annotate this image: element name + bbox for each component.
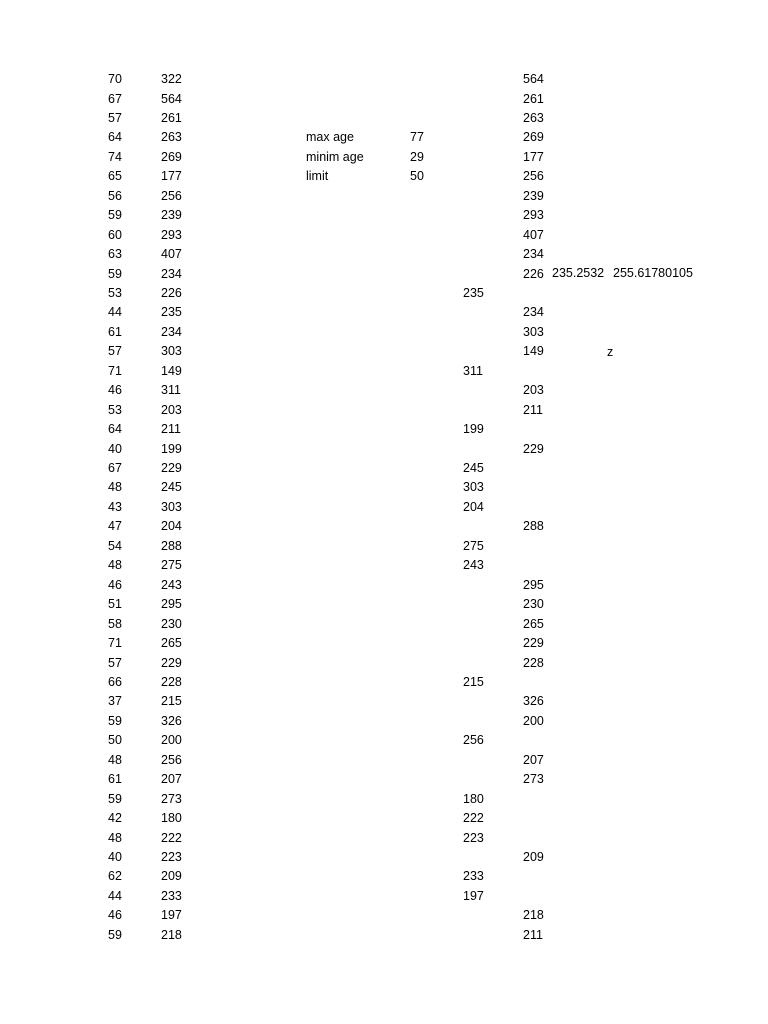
right-cell: 203 [523, 383, 544, 398]
age-cell: 59 [108, 208, 122, 223]
age-cell: 64 [108, 422, 122, 437]
age-cell: 48 [108, 558, 122, 573]
right-cell: 149 [523, 344, 544, 359]
age-cell: 48 [108, 830, 122, 845]
param-value-minim-age: 29 [410, 150, 424, 164]
age-cell: 65 [108, 169, 122, 184]
value-cell: 234 [161, 266, 182, 281]
value-cell: 222 [161, 830, 182, 845]
age-cell: 60 [108, 227, 122, 242]
age-cell: 53 [108, 285, 122, 300]
age-cell: 46 [108, 383, 122, 398]
right-cell: 234 [523, 305, 544, 320]
value-cell: 203 [161, 402, 182, 417]
right-cell: 229 [523, 441, 544, 456]
age-cell: 44 [108, 888, 122, 903]
right-cell: 218 [523, 908, 544, 923]
age-cell: 57 [108, 110, 122, 125]
param-label-minim-age: minim age [306, 150, 364, 164]
right-cell: 303 [523, 324, 544, 339]
mid-cell: 215 [463, 674, 484, 689]
right-cell: 273 [523, 772, 544, 787]
age-cell: 46 [108, 908, 122, 923]
mid-cell: 243 [463, 558, 484, 573]
right-cell: 256 [523, 169, 544, 184]
value-cell: 256 [161, 188, 182, 203]
age-cell: 63 [108, 247, 122, 261]
age-cell: 70 [108, 72, 122, 86]
age-cell: 58 [108, 616, 122, 631]
value-cell: 204 [161, 519, 182, 534]
value-cell: 239 [161, 208, 182, 223]
mid-cell: 256 [463, 733, 484, 748]
param-label-max-age: max age [306, 130, 354, 144]
value-cell: 229 [161, 655, 182, 670]
right-cell: 229 [523, 636, 544, 650]
z-label: z [607, 345, 614, 359]
value-cell: 228 [161, 674, 182, 689]
mid-cell: 204 [463, 499, 484, 514]
age-cell: 48 [108, 752, 122, 767]
age-cell: 37 [108, 694, 122, 709]
age-cell: 59 [108, 927, 122, 942]
age-cell: 61 [108, 324, 122, 339]
value-cell: 207 [161, 772, 182, 787]
age-cell: 66 [108, 674, 122, 689]
mid-cell: 233 [463, 869, 484, 884]
right-cell: 207 [523, 752, 544, 767]
age-cell: 40 [108, 441, 122, 456]
value-cell: 215 [161, 694, 182, 709]
right-cell: 211 [523, 402, 543, 417]
mid-cell: 275 [463, 538, 484, 553]
age-cell: 59 [108, 791, 122, 806]
param-label-limit: limit [306, 169, 329, 183]
value-cell: 326 [161, 713, 182, 728]
value-cell: 180 [161, 811, 182, 826]
value-cell: 229 [161, 461, 182, 475]
value-cell: 275 [161, 558, 182, 573]
age-cell: 71 [108, 363, 122, 378]
mid-cell: 180 [463, 791, 484, 806]
param-value-max-age: 77 [410, 130, 424, 144]
right-cell: 209 [523, 850, 544, 864]
right-cell: 407 [523, 227, 544, 242]
age-cell: 64 [108, 130, 122, 145]
age-cell: 43 [108, 499, 122, 514]
value-cell: 234 [161, 324, 182, 339]
mid-cell: 235 [463, 285, 484, 300]
right-cell: 326 [523, 694, 544, 709]
param-value-limit: 50 [410, 169, 424, 183]
stat-value-a: 235.2532 [552, 266, 605, 280]
value-cell: 245 [161, 480, 182, 495]
value-cell: 261 [161, 110, 182, 125]
value-cell: 209 [161, 869, 182, 884]
age-cell: 46 [108, 577, 122, 592]
value-cell: 200 [161, 733, 182, 748]
right-cell: 293 [523, 208, 544, 223]
mid-cell: 303 [463, 480, 484, 495]
value-cell: 149 [161, 363, 182, 378]
right-cell: 228 [523, 655, 544, 670]
age-cell: 53 [108, 402, 122, 417]
value-cell: 293 [161, 227, 182, 242]
age-cell: 56 [108, 188, 122, 203]
right-cell: 230 [523, 597, 544, 612]
value-cell: 233 [161, 888, 182, 903]
value-cell: 295 [161, 597, 182, 612]
right-cell: 269 [523, 130, 544, 145]
age-cell: 42 [108, 811, 122, 826]
value-cell: 265 [161, 636, 182, 650]
mid-cell: 223 [463, 830, 484, 845]
right-cell: 200 [523, 713, 544, 728]
right-cell: 295 [523, 577, 544, 592]
value-cell: 288 [161, 538, 182, 553]
value-cell: 311 [161, 383, 181, 398]
mid-cell: 199 [463, 422, 484, 437]
value-cell: 177 [161, 169, 182, 184]
value-cell: 197 [161, 908, 182, 923]
value-cell: 303 [161, 499, 182, 514]
value-cell: 263 [161, 130, 182, 145]
age-cell: 47 [108, 519, 122, 534]
value-cell: 273 [161, 791, 182, 806]
value-cell: 230 [161, 616, 182, 631]
right-cell: 211 [523, 927, 543, 942]
age-cell: 57 [108, 344, 122, 359]
value-cell: 226 [161, 285, 182, 300]
age-cell: 71 [108, 636, 122, 650]
mid-cell: 197 [463, 888, 484, 903]
right-cell: 261 [523, 91, 544, 106]
value-cell: 322 [161, 72, 182, 86]
right-cell: 226 [523, 266, 544, 281]
right-cell: 265 [523, 616, 544, 631]
age-cell: 67 [108, 91, 122, 106]
age-cell: 59 [108, 266, 122, 281]
age-cell: 44 [108, 305, 122, 320]
age-cell: 59 [108, 713, 122, 728]
age-cell: 74 [108, 149, 122, 164]
age-cell: 40 [108, 850, 122, 864]
mid-cell: 222 [463, 811, 484, 826]
mid-cell: 245 [463, 461, 484, 475]
age-cell: 67 [108, 461, 122, 475]
right-cell: 177 [523, 149, 544, 164]
age-cell: 62 [108, 869, 122, 884]
value-cell: 269 [161, 149, 182, 164]
stat-value-b: 255.61780105 [613, 266, 693, 280]
age-cell: 57 [108, 655, 122, 670]
age-cell: 54 [108, 538, 122, 553]
value-cell: 564 [161, 91, 182, 106]
right-cell: 234 [523, 247, 544, 261]
value-cell: 211 [161, 422, 181, 437]
value-cell: 243 [161, 577, 182, 592]
age-cell: 61 [108, 772, 122, 787]
mid-cell: 311 [463, 363, 483, 378]
value-cell: 223 [161, 850, 182, 864]
right-cell: 263 [523, 110, 544, 125]
right-cell: 288 [523, 519, 544, 534]
value-cell: 235 [161, 305, 182, 320]
age-cell: 51 [108, 597, 122, 612]
value-cell: 218 [161, 927, 182, 942]
age-cell: 48 [108, 480, 122, 495]
value-cell: 256 [161, 752, 182, 767]
right-cell: 564 [523, 72, 544, 86]
right-cell: 239 [523, 188, 544, 203]
value-cell: 199 [161, 441, 182, 456]
age-cell: 50 [108, 733, 122, 748]
value-cell: 407 [161, 247, 182, 261]
value-cell: 303 [161, 344, 182, 359]
